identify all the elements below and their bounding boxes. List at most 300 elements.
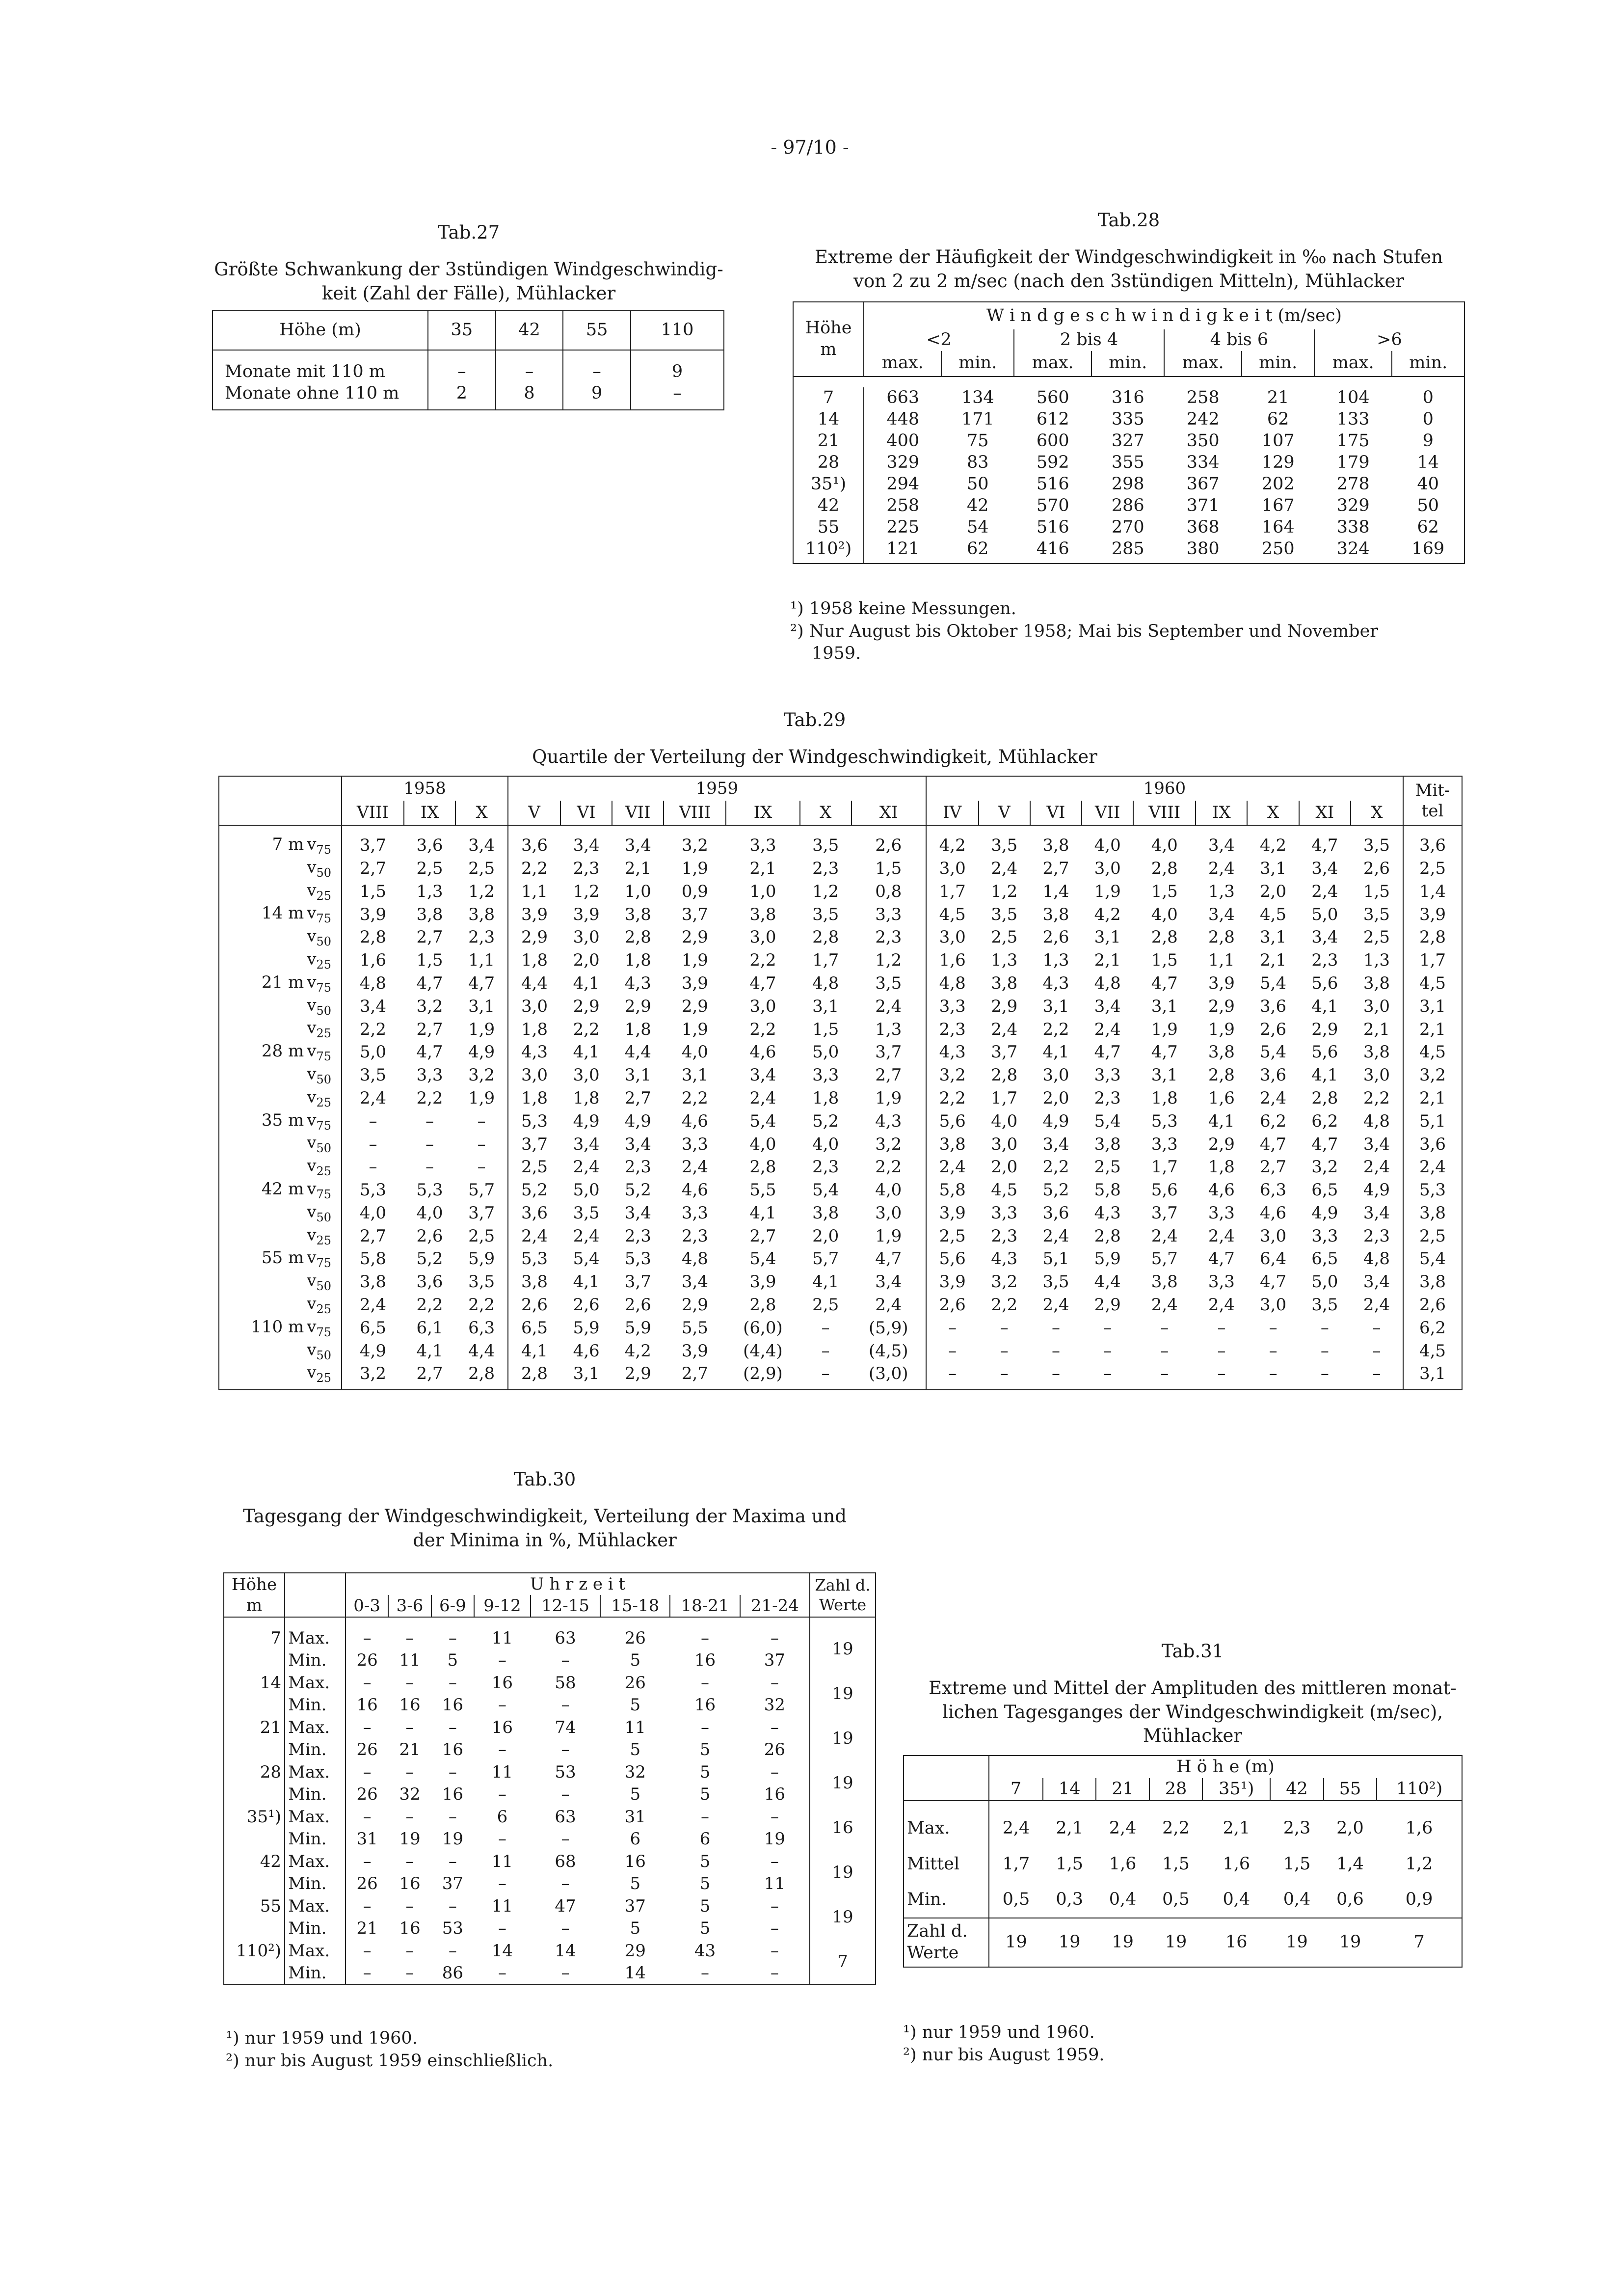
tab29-cell: –	[1351, 1362, 1403, 1390]
tab29-cell: 5,0	[573, 1180, 600, 1200]
tab30-cell: 26	[624, 1673, 646, 1693]
tab30-row	[224, 1627, 876, 1649]
tab30-cell: –	[561, 1650, 570, 1670]
tab31-cell: 2,4	[1109, 1818, 1137, 1838]
tab29-cell: 3,2	[681, 836, 708, 856]
tab29-label: Tab.29	[783, 709, 846, 730]
tab31-group-header: H ö h e (m)	[1176, 1756, 1275, 1777]
tab29-v-symbol: v	[307, 1064, 317, 1084]
tab29-cell: 2,4	[681, 1157, 708, 1177]
tab28-cell: 250	[1261, 539, 1295, 559]
tab28-cell: 134	[961, 387, 994, 407]
tab30-cell: 14	[624, 1963, 646, 1983]
tab31-cell: 0,9	[1405, 1890, 1433, 1910]
tab30-cell: –	[448, 1673, 457, 1693]
tab29-cell: 4,1	[1311, 1065, 1338, 1085]
tab29-cell: 2,2	[521, 858, 548, 878]
tab29-cell: 5,4	[573, 1249, 600, 1269]
tab29-cell: 3,4	[1311, 927, 1338, 947]
tab29-cell: 2,5	[455, 1225, 508, 1248]
tab31-footnote-2: ²) nur bis August 1959.	[903, 2045, 1105, 2065]
tab29-cell: 3,6	[1260, 996, 1287, 1016]
tab29-cell: –	[1269, 1341, 1277, 1361]
tab29-cell: –	[1000, 1364, 1009, 1384]
tab29-cell: 3,9	[573, 904, 600, 924]
tab28-cell: 355	[1111, 452, 1144, 472]
tab30-cell: 16	[399, 1695, 421, 1715]
tab30-cell: –	[561, 1963, 570, 1983]
tab29-cell: 2,8	[991, 1065, 1018, 1085]
tab29-cell: –	[369, 1134, 377, 1154]
tab29-cell: 3,4	[851, 1270, 926, 1294]
tab30-cell: –	[405, 1807, 414, 1827]
tab29-cell: 1,8	[624, 1019, 651, 1039]
tab29-row	[219, 926, 1462, 949]
tab29-cell: 4,1	[521, 1341, 548, 1361]
tab29-cell: 1,8	[812, 1088, 839, 1108]
tab28-cell: 335	[1111, 409, 1144, 429]
tab29-v-symbol: v	[307, 1202, 317, 1222]
tab29-cell: 1,9	[681, 950, 708, 971]
tab29-cell: 2,2	[681, 1088, 708, 1108]
tab30-cell: –	[701, 1717, 710, 1737]
tab29-cell: 6,5	[1311, 1249, 1338, 1269]
tab30-cell: 58	[555, 1673, 576, 1693]
tab29-cell: 2,8	[455, 1362, 508, 1390]
tab29-cell: –	[1217, 1318, 1226, 1338]
tab29-row-label	[219, 1317, 342, 1340]
tab30-cell: –	[561, 1918, 570, 1938]
tab29-row	[219, 1041, 1462, 1064]
tab29-cell: 2,4	[1260, 1088, 1287, 1108]
tab29-row	[219, 1156, 1462, 1179]
tab29-cell: 2,4	[573, 1157, 600, 1177]
tab31-label: Tab.31	[1161, 1641, 1224, 1662]
tab29-row-label	[219, 926, 342, 949]
tab28-cell: 327	[1111, 431, 1144, 451]
tab29-cell: 3,4	[359, 996, 386, 1016]
tab29-cell: 3,8	[521, 1272, 548, 1292]
tab30-row	[224, 1806, 876, 1828]
tab29-cell: 4,0	[1151, 904, 1178, 924]
tab30-cell: 53	[442, 1918, 463, 1938]
tab29-cell: 2,7	[416, 1364, 443, 1384]
tab29-v-symbol: v	[307, 926, 317, 946]
tab30-count: 16	[832, 1818, 853, 1838]
tab29-height-label: 7 m	[272, 835, 304, 854]
tab29-cell: 4,7	[1151, 973, 1178, 993]
tab29-row-label	[219, 1294, 342, 1317]
tab29-v-symbol: v	[307, 1317, 317, 1337]
tab29-cell: 2,6	[1260, 1019, 1287, 1039]
tab29-cell: 5,3	[521, 1111, 548, 1131]
tab30-kind: Min.	[285, 1873, 346, 1895]
tab29-cell: 2,5	[939, 1226, 966, 1246]
tab29-mittel-line2: tel	[1421, 801, 1444, 821]
tab29-cell: 4,3	[939, 1042, 966, 1062]
tab28-cell: 367	[1186, 474, 1220, 494]
tab29-cell: 3,3	[749, 836, 776, 856]
tab29-cell: 5,2	[521, 1180, 548, 1200]
tab29-row	[219, 1064, 1462, 1087]
tab30-cell: –	[363, 1851, 372, 1871]
tab29-cell: 3,1	[1260, 927, 1287, 947]
tab29-cell: 2,3	[812, 1157, 839, 1177]
tab30-hoehe-label: Höhe	[231, 1574, 277, 1594]
tab29-quartile: 50	[316, 1072, 331, 1086]
tab29-cell: 3,7	[851, 1041, 926, 1064]
tab28-caption	[780, 209, 1477, 293]
tab29-row-label	[219, 1362, 342, 1390]
tab28-cell: 242	[1186, 409, 1220, 429]
tab30-cell: 5	[699, 1762, 711, 1782]
tab30-cell: –	[363, 1717, 372, 1737]
tab28-height: 14	[793, 409, 864, 431]
tab29-cell: 4,2	[1260, 836, 1287, 856]
tab29-cell: 3,7	[455, 1202, 508, 1225]
tab29-month: VI	[560, 801, 612, 825]
tab30-cell: –	[740, 1895, 810, 1918]
tab29-cell: 2,4	[1042, 1295, 1069, 1315]
tab29-cell: 2,5	[521, 1157, 548, 1177]
tab30-cell: –	[448, 1941, 457, 1961]
tab28-cell: 400	[886, 431, 920, 451]
tab30-kind: Max.	[285, 1895, 346, 1918]
tab29-cell: 2,4	[359, 1088, 386, 1108]
tab29-cell: 1,2	[991, 881, 1018, 901]
tab31-row	[904, 1882, 1462, 1918]
tab28-cell: 371	[1186, 495, 1220, 515]
tab29-cell: 2,2	[749, 950, 776, 971]
tab29-v-symbol: v	[307, 1156, 317, 1176]
tab31-height: 28	[1149, 1778, 1202, 1801]
tab30-count: 19	[832, 1863, 853, 1883]
tab30-cell: 26	[624, 1628, 646, 1648]
tab30-count: 19	[832, 1639, 853, 1659]
tab29-cell: 3,4	[1208, 836, 1235, 856]
tab30-kind: Min.	[285, 1783, 346, 1806]
tab29-cell: –	[1320, 1364, 1329, 1384]
tab30-cell: 6	[630, 1829, 641, 1849]
tab29-cell: 1,3	[1351, 949, 1403, 972]
tab29-cell: 3,1	[1094, 927, 1121, 947]
tab29-cell: 3,1	[1419, 996, 1446, 1016]
tab30-time: 0-3	[346, 1595, 388, 1617]
tab29-cell: 3,5	[1351, 834, 1403, 857]
tab28-height: 28	[793, 452, 864, 474]
tab30-kind: Min.	[285, 1918, 346, 1940]
tab30-cell: –	[405, 1963, 414, 1983]
tab29-cell: 2,9	[991, 996, 1018, 1016]
tab30-cell: 37	[624, 1896, 646, 1916]
tab29-cell: 1,3	[991, 950, 1018, 971]
tab29-row	[219, 1270, 1462, 1294]
tab29-cell: 2,7	[416, 927, 443, 947]
tab29-cell: 4,3	[624, 973, 651, 993]
tab29-cell: 5,2	[1042, 1180, 1069, 1200]
tab29-cell: 4,7	[1260, 1134, 1287, 1154]
tab29-cell: 4,7	[416, 1042, 443, 1062]
tab29-cell: 4,0	[749, 1134, 776, 1154]
tab31-cell: 0,5	[1162, 1890, 1190, 1910]
tab28-row	[793, 517, 1464, 539]
tab29-cell: 4,2	[624, 1341, 651, 1361]
tab31-title-line1: Extreme und Mittel der Amplituden des mittleren monat-	[929, 1677, 1457, 1699]
tab29-cell: 2,4	[1151, 1226, 1178, 1246]
tab29-cell: 3,9	[939, 1272, 966, 1292]
tab28-cell: 600	[1036, 431, 1069, 451]
tab29-cell: 3,5	[573, 1203, 600, 1223]
tab29-cell: –	[1320, 1341, 1329, 1361]
tab30-footnote-1: ¹) nur 1959 und 1960.	[226, 2028, 418, 2048]
tab30-cell: –	[448, 1628, 457, 1648]
tab31-cell: 2,2	[1162, 1818, 1190, 1838]
tab27-row-label: Monate ohne 110 m	[213, 383, 428, 410]
tab29-cell: 5,9	[624, 1318, 651, 1338]
tab30-footnote-2: ²) nur bis August 1959 einschließlich.	[226, 2051, 554, 2071]
tab29-cell: 2,6	[1351, 857, 1403, 880]
tab28-cell: 278	[1336, 474, 1370, 494]
tab29-cell: 2,4	[1208, 1295, 1235, 1315]
tab31-cell: 2,3	[1283, 1818, 1311, 1838]
tab29-cell: 4,7	[1311, 836, 1338, 856]
tab29-cell: 4,0	[851, 1179, 926, 1202]
tab29-month: X	[1247, 801, 1299, 825]
tab30-cell: 16	[356, 1695, 378, 1715]
tab29-cell: 4,7	[1260, 1272, 1287, 1292]
tab29-cell: 3,0	[1094, 858, 1121, 878]
tab28-cell: 202	[1261, 474, 1295, 494]
tab30-cell: 16	[442, 1784, 463, 1804]
tab30-hoehe-header	[224, 1573, 285, 1617]
tab30-cell: 26	[740, 1739, 810, 1761]
tab28-label: Tab.28	[1097, 210, 1160, 231]
tab29-cell: 2,2	[455, 1294, 508, 1317]
tab30-cell: –	[498, 1829, 506, 1849]
tab29-month: X	[455, 801, 508, 825]
tab29-row	[219, 1225, 1462, 1248]
tab29-cell: 4,5	[1419, 1341, 1446, 1361]
tab30-cell: 5	[630, 1874, 641, 1893]
tab30-time: 15-18	[600, 1595, 670, 1617]
tab29-cell: 3,4	[573, 836, 600, 856]
tab29-cell: 1,5	[1151, 881, 1178, 901]
tab28-cell: 270	[1111, 517, 1144, 537]
tab29-cell: –	[821, 1364, 830, 1384]
tab30-cell: –	[448, 1762, 457, 1782]
tab28-cell: 334	[1186, 452, 1220, 472]
tab29-month: VIII	[664, 801, 726, 825]
tab31-row	[904, 1846, 1462, 1882]
tab28-max-header: max.	[1164, 351, 1242, 377]
tab29-cell: –	[948, 1364, 957, 1384]
tab29-v-symbol: v	[307, 995, 317, 1015]
tab28-hoehe-unit: m	[820, 339, 837, 359]
tab29-cell: (4,4)	[743, 1341, 783, 1361]
tab30-cell: 16	[694, 1650, 716, 1670]
tab31-height: 42	[1270, 1778, 1323, 1801]
tab30-cell: –	[701, 1807, 710, 1827]
tab29-cell: 6,5	[1311, 1180, 1338, 1200]
tab30-cell: 6	[699, 1829, 711, 1849]
tab29-cell: 3,1	[1042, 996, 1069, 1016]
tab30-cell: –	[701, 1628, 710, 1648]
tab30-kind: Max.	[285, 1716, 346, 1739]
tab29-height-label: 35 m	[261, 1110, 304, 1130]
tab29-row-label	[219, 1340, 342, 1363]
tab29-caption	[442, 708, 1188, 769]
tab30-height-empty	[224, 1918, 285, 1940]
tab29-year: 1959	[508, 776, 926, 801]
tab28-cell: 368	[1186, 517, 1220, 537]
tab29-cell: 6,4	[1260, 1249, 1287, 1269]
tab29-cell: 1,8	[521, 950, 548, 971]
tab28-cell: 121	[886, 539, 920, 559]
tab30-cell: –	[363, 1762, 372, 1782]
tab31-cell: 1,5	[1283, 1854, 1311, 1874]
tab29-cell: 2,2	[1042, 1019, 1069, 1039]
tab29-cell: 2,9	[1208, 1134, 1235, 1154]
tab28-table	[793, 301, 1465, 564]
tab31-cell: 2,4	[1002, 1818, 1030, 1838]
tab30-group-header: U h r z e i t	[346, 1573, 810, 1595]
tab31-height: 110²)	[1377, 1778, 1462, 1801]
tab30-cell: 31	[356, 1829, 378, 1849]
tab29-cell: 2,4	[991, 858, 1018, 878]
tab29-cell: 3,0	[749, 927, 776, 947]
tab29-quartile: 50	[316, 1210, 331, 1224]
tab28-row	[793, 431, 1464, 452]
tab27-title-line2: keit (Zahl der Fälle), Mühlacker	[321, 282, 616, 304]
tab29-cell: 3,9	[681, 973, 708, 993]
tab30-cell: 5	[630, 1918, 641, 1938]
tab29-cell: 3,4	[1351, 1133, 1403, 1156]
tab29-cell: –	[1217, 1364, 1226, 1384]
tab29-row-label	[219, 1247, 342, 1270]
tab30-cell: 5	[699, 1740, 711, 1759]
tab29-cell: 5,4	[812, 1180, 839, 1200]
tab29-cell: 1,5	[812, 1019, 839, 1039]
tab29-cell: 4,5	[939, 904, 966, 924]
tab29-cell: –	[1217, 1341, 1226, 1361]
tab29-cell: 3,6	[416, 836, 443, 856]
tab29-height-label: 14 m	[261, 903, 304, 923]
tab31-row-label: Mittel	[904, 1846, 989, 1882]
tab30-cell: –	[498, 1918, 506, 1938]
tab29-cell: 3,3	[681, 1203, 708, 1223]
tab29-cell: 5,6	[939, 1249, 966, 1269]
tab29-cell: 2,8	[1419, 927, 1446, 947]
tab28-title-line1: Extreme der Häufigkeit der Windgeschwindigkeit in ‰ nach Stufen	[814, 246, 1443, 268]
tab29-row	[219, 1294, 1462, 1317]
tab29-cell: 4,0	[359, 1203, 386, 1223]
tab29-cell: 3,8	[1151, 1272, 1178, 1292]
tab28-cell: 0	[1422, 409, 1434, 429]
tab30-cell: 86	[442, 1963, 463, 1983]
tab31-row	[904, 1810, 1462, 1846]
tab30-kind: Max.	[285, 1806, 346, 1828]
tab30-time: 6-9	[431, 1595, 474, 1617]
tab29-height-label: 42 m	[261, 1179, 304, 1199]
tab29-cell: 2,9	[1094, 1295, 1121, 1315]
tab29-cell: 2,4	[1351, 1156, 1403, 1179]
tab30-cell: 21	[356, 1918, 378, 1938]
tab29-quartile: 50	[316, 1279, 331, 1293]
tab29-cell: 4,9	[1042, 1111, 1069, 1131]
tab29-cell: –	[369, 1111, 377, 1131]
tab28-cell: 416	[1036, 539, 1069, 559]
tab29-cell: 4,7	[416, 973, 443, 993]
tab30-cell: –	[498, 1784, 506, 1804]
tab29-cell: 3,0	[1351, 1064, 1403, 1087]
tab29-cell: 5,8	[1094, 1180, 1121, 1200]
tab29-cell: (5,9)	[851, 1317, 926, 1340]
tab30-cell: –	[363, 1628, 372, 1648]
tab29-cell: 2,9	[681, 996, 708, 1016]
tab29-cell: 2,0	[1042, 1088, 1069, 1108]
tab28-cell: 592	[1036, 452, 1069, 472]
tab30-cell: –	[405, 1941, 414, 1961]
tab29-month: IX	[1196, 801, 1247, 825]
tab30-height-empty	[224, 1739, 285, 1761]
tab30-time: 9-12	[474, 1595, 531, 1617]
tab29-cell: 5,3	[359, 1180, 386, 1200]
tab29-cell: 5,2	[812, 1111, 839, 1131]
tab28-height: 42	[793, 495, 864, 517]
tab29-cell: 2,4	[1419, 1157, 1446, 1177]
tab29-v-symbol: v	[307, 972, 317, 992]
tab29-v-symbol: v	[307, 1087, 317, 1107]
tab29-cell: 3,0	[1260, 1295, 1287, 1315]
tab29-cell: 2,2	[1042, 1157, 1069, 1177]
tab29-v-symbol: v	[307, 857, 317, 877]
tab29-row-label	[219, 1110, 342, 1133]
tab29-cell: 5,9	[573, 1318, 600, 1338]
tab29-cell: 3,8	[939, 1134, 966, 1154]
tab30-cell: 5	[630, 1650, 641, 1670]
tab29-cell: 3,3	[812, 1065, 839, 1085]
tab29-cell: 5,1	[1042, 1249, 1069, 1269]
tab29-quartile: 25	[316, 957, 331, 972]
tab29-cell: 3,6	[521, 836, 548, 856]
tab30-caption	[216, 1468, 874, 1552]
tab29-cell: 2,7	[851, 1064, 926, 1087]
tab29-cell: 1,0	[749, 881, 776, 901]
tab30-cell: 43	[694, 1941, 716, 1961]
tab29-cell: –	[369, 1157, 377, 1177]
tab29-cell: 2,9	[521, 927, 548, 947]
tab30-cell: 53	[555, 1762, 576, 1782]
tab29-cell: 1,8	[521, 1088, 548, 1108]
tab29-cell: –	[1351, 1317, 1403, 1340]
tab29-cell: 3,9	[749, 1272, 776, 1292]
tab29-cell: 3,8	[991, 973, 1018, 993]
tab31-cell: 2,0	[1336, 1818, 1364, 1838]
tab27-row	[213, 383, 724, 410]
tab29-row-label	[219, 880, 342, 903]
tab29-cell: 3,6	[1419, 1134, 1446, 1154]
tab29-cell: 3,7	[1151, 1203, 1178, 1223]
tab29-cell: 1,5	[851, 857, 926, 880]
tab29-cell: –	[948, 1341, 957, 1361]
tab29-cell: 3,4	[455, 834, 508, 857]
tab31-height: 21	[1096, 1778, 1149, 1801]
tab29-cell: 3,2	[416, 996, 443, 1016]
tab29-cell: 2,5	[1419, 858, 1446, 878]
tab29-cell: 1,1	[521, 881, 548, 901]
tab31-count: 19	[1324, 1918, 1377, 1967]
tab30-cell: 19	[442, 1829, 463, 1849]
